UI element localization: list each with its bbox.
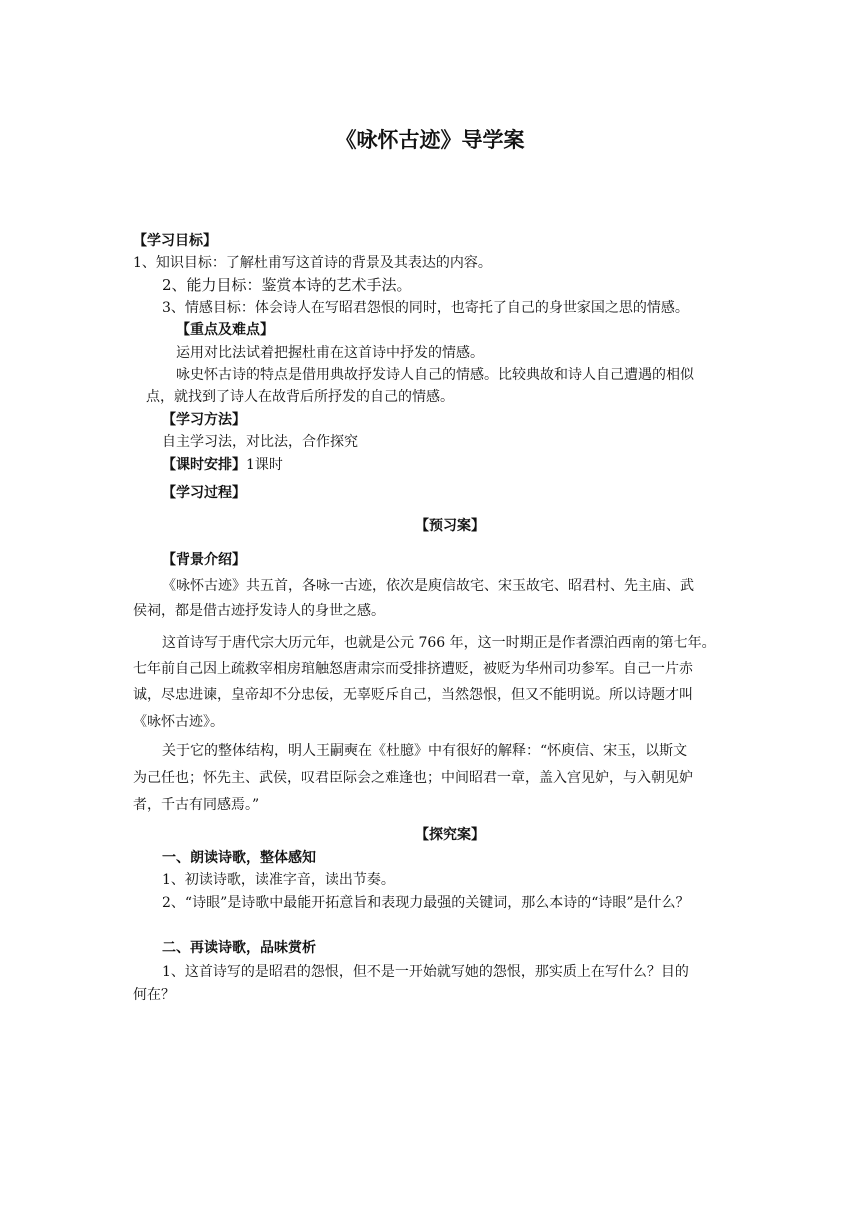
preview-heading: 【预习案】 (415, 518, 485, 534)
section2-line-2: 何在？ (133, 987, 175, 1003)
process-heading: 【学习过程】 (162, 485, 246, 501)
background-line-8: 为己任也；怀先主、武侯，叹君臣际会之难逢也；中间昭君一章，盖入宫见妒，与入朝见妒 (133, 770, 693, 786)
document-title: 《咏怀古迹》导学案 (335, 128, 525, 152)
schedule-line (162, 455, 283, 475)
method-heading: 【学习方法】 (162, 412, 246, 428)
section2-heading: 二、再读诗歌，品味赏析 (162, 940, 316, 956)
section1-item-2: 2、“诗眼”是诗歌中最能开拓意旨和表现力最强的关键词，那么本诗的“诗眼”是什么？ (162, 895, 690, 911)
method-text: 自主学习法，对比法，合作探究 (162, 434, 358, 450)
background-line-9: 者，千古有同感焉。” (133, 797, 260, 813)
background-line-3: 这首诗写于唐代宗大历元年，也就是公元 766 年，这一时期正是作者漂泊西南的第七年。 (162, 635, 716, 651)
background-line-5: 诚，尽忠进谏，皇帝却不分忠佞，无辜贬斥自己，当然怨恨，但又不能明说。所以诗题才叫 (133, 687, 693, 703)
keypoint-line-1: 运用对比法试着把握杜甫在这首诗中抒发的情感。 (176, 345, 484, 361)
background-heading: 【背景介绍】 (162, 552, 246, 568)
background-line-7: 关于它的整体结构，明人王嗣奭在《杜臆》中有很好的解释：“怀庾信、宋玉，以斯文 (162, 743, 688, 759)
objectives-heading: 【学习目标】 (133, 233, 217, 249)
keypoint-line-3: 点，就找到了诗人在故背后所抒发的自己的情感。 (146, 389, 454, 405)
background-line-4: 七年前自己因上疏救宰相房琯触怒唐肃宗而受排挤遭贬，被贬为华州司功参军。自己一片赤 (133, 661, 693, 677)
objective-knowledge: 1、知识目标：了解杜甫写这首诗的背景及其表达的内容。 (133, 255, 492, 271)
section1-item-1: 1、初读诗歌，读准字音，读出节奏。 (162, 872, 395, 888)
explore-heading: 【探究案】 (415, 827, 485, 843)
schedule-heading: 【课时安排】 (162, 457, 246, 473)
section1-heading: 一、朗读诗歌，整体感知 (162, 850, 316, 866)
section2-line-1: 1、这首诗写的是昭君的怨恨，但不是一开始就写她的怨恨，那实质上在写什么？目的 (162, 964, 689, 980)
keypoints-heading: 【重点及难点】 (176, 322, 274, 338)
schedule-text: 1课时 (246, 457, 283, 473)
background-line-1: 《咏怀古迹》共五首，各咏一古迹，依次是庾信故宅、宋玉故宅、昭君村、先主庙、武 (162, 578, 694, 594)
background-line-2: 侯祠，都是借古迹抒发诗人的身世之感。 (133, 603, 385, 619)
background-line-6: 《咏怀古迹》。 (133, 714, 224, 730)
objective-emotion: 3、情感目标：体会诗人在写昭君怨恨的同时，也寄托了自己的身世家国之思的情感。 (162, 300, 689, 316)
objective-ability: 2、能力目标：鉴赏本诗的艺术手法。 (162, 276, 412, 294)
keypoint-line-2: 咏史怀古诗的特点是借用典故抒发诗人自己的情感。比较典故和诗人自己遭遇的相似 (176, 367, 694, 383)
